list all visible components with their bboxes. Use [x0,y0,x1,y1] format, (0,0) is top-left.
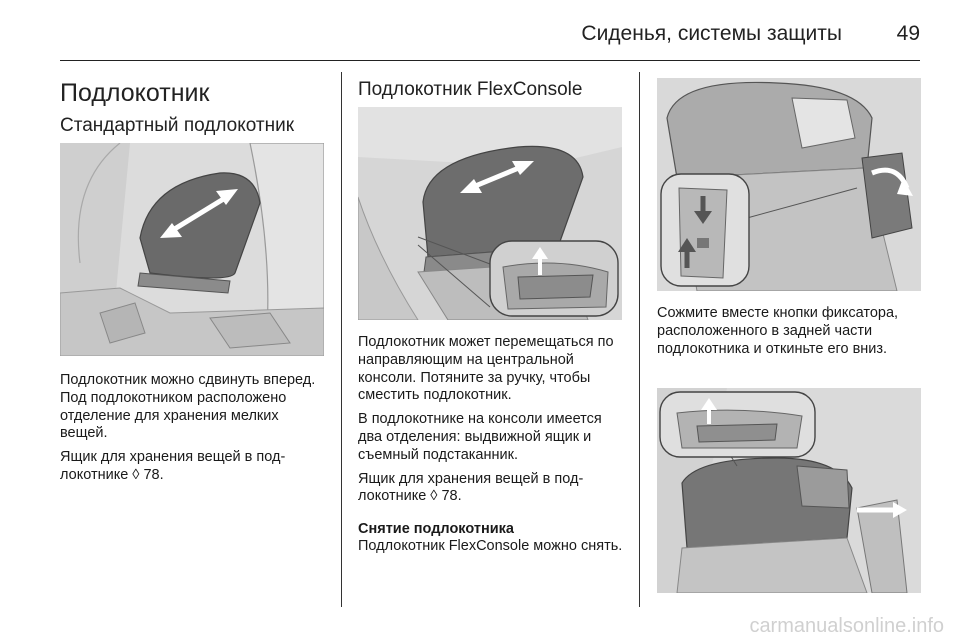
column-1 [60,78,324,138]
figure-release-buttons [657,78,921,291]
column-2 [358,78,624,102]
header-rule [60,60,920,61]
paragraph-storage-ref: Ящик для хранения вещей в подлокотнике ◊ 78. [60,449,286,483]
figure-fold-down [657,388,921,593]
removal-heading: Снятие подлокотника [358,521,514,538]
paragraph-slide-forward: Подлокотник можно сдвинуть вперед. Под подлокотником расположено отделение для хранения мелких вещей. [60,372,316,442]
column-divider-2 [639,72,640,607]
paragraph-flex-compartments: В подлокотнике на консоли имеется два отделения: выдвижной ящик и съемный подстаканник. [358,411,602,463]
footer-watermark: carmanualsonline.info [749,615,944,637]
figure-flexconsole [358,107,622,320]
subsection-title-flexconsole: Подлокотник FlexConsole [358,79,583,100]
section-title: Подлокотник [60,79,210,107]
subsection-title-standard: Стандартный подлокотник [60,115,295,136]
page-number: 49 [896,22,920,45]
paragraph-removable: Подлокотник FlexConsole можно снять. [358,538,623,555]
figure-standard-armrest [60,143,324,356]
column-3-text [657,305,923,358]
paragraph-release-instruction: Сожмите вместе кнопки фиксатора, расположенного в задней части подлокотника и откиньте его вниз. [657,305,899,357]
paragraph-flex-move: Подлокотник может перемещаться по направляющим на центральной консоли. Потяните за ручку, чтобы сместить подлокотник. [358,334,614,404]
paragraph-flex-storage-ref: Ящик для хранения вещей в подлокотнике ◊ 78. [358,470,584,505]
column-2-text [358,334,626,556]
column-1-text [60,372,328,485]
page-header-title: Сиденья, системы защиты [581,22,842,45]
column-divider-1 [341,72,342,607]
